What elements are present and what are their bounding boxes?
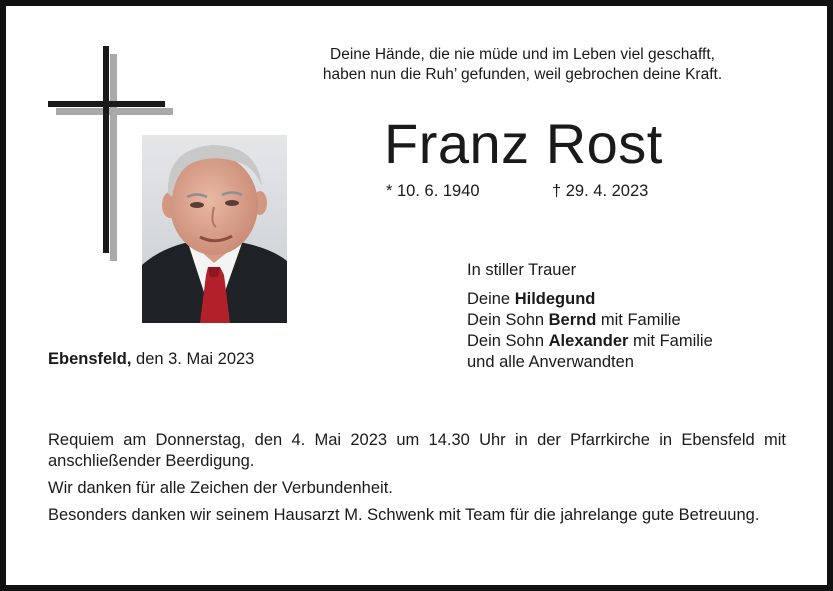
mourner-line: [467, 352, 713, 373]
death-date: † 29. 4. 2023: [552, 182, 649, 200]
mourner-name: Bernd: [548, 311, 597, 329]
mourners-intro: In stiller Trauer: [467, 261, 577, 279]
deceased-name: Franz Rost: [384, 112, 663, 175]
memorial-verse: [290, 45, 755, 85]
place-name: Ebensfeld,: [48, 350, 132, 368]
mourner-prefix: und alle Anverwandten: [467, 353, 634, 371]
birth-date: * 10. 6. 1940: [386, 182, 480, 200]
notice-special-thanks: Besonders danken wir seinem Hausarzt M. Schwenk mit Team für die jahrelange gute Betreuung.: [48, 506, 760, 524]
mourner-prefix: Dein Sohn: [467, 311, 549, 329]
mourner-line: [467, 310, 713, 331]
mourner-suffix: mit Familie: [596, 311, 681, 329]
portrait-photo: [142, 135, 287, 323]
notice-thanks: Wir danken für alle Zeichen der Verbundenheit.: [48, 479, 393, 497]
mourner-name: Alexander: [548, 332, 629, 350]
mourner-line: [467, 289, 713, 310]
notice-date: den 3. Mai 2023: [131, 350, 255, 368]
mourner-line: [467, 331, 713, 352]
mourner-prefix: Dein Sohn: [467, 332, 549, 350]
place-and-date: [48, 349, 254, 370]
mourner-prefix: Deine: [467, 290, 515, 308]
mourners-list: [467, 260, 713, 373]
mourner-name: Hildegund: [514, 290, 596, 308]
mourner-suffix: mit Familie: [628, 332, 713, 350]
notices: [48, 430, 786, 532]
verse-line-2: haben nun die Ruh’ gefunden, weil gebrochen deine Kraft.: [322, 66, 723, 83]
verse-line-1: Deine Hände, die nie müde und im Leben viel geschafft,: [330, 46, 715, 63]
notice-requiem: Requiem am Donnerstag, den 4. Mai 2023 um 14.30 Uhr in der Pfarrkirche in Ebensfeld mit anschließender Beerdigung.: [48, 431, 786, 470]
